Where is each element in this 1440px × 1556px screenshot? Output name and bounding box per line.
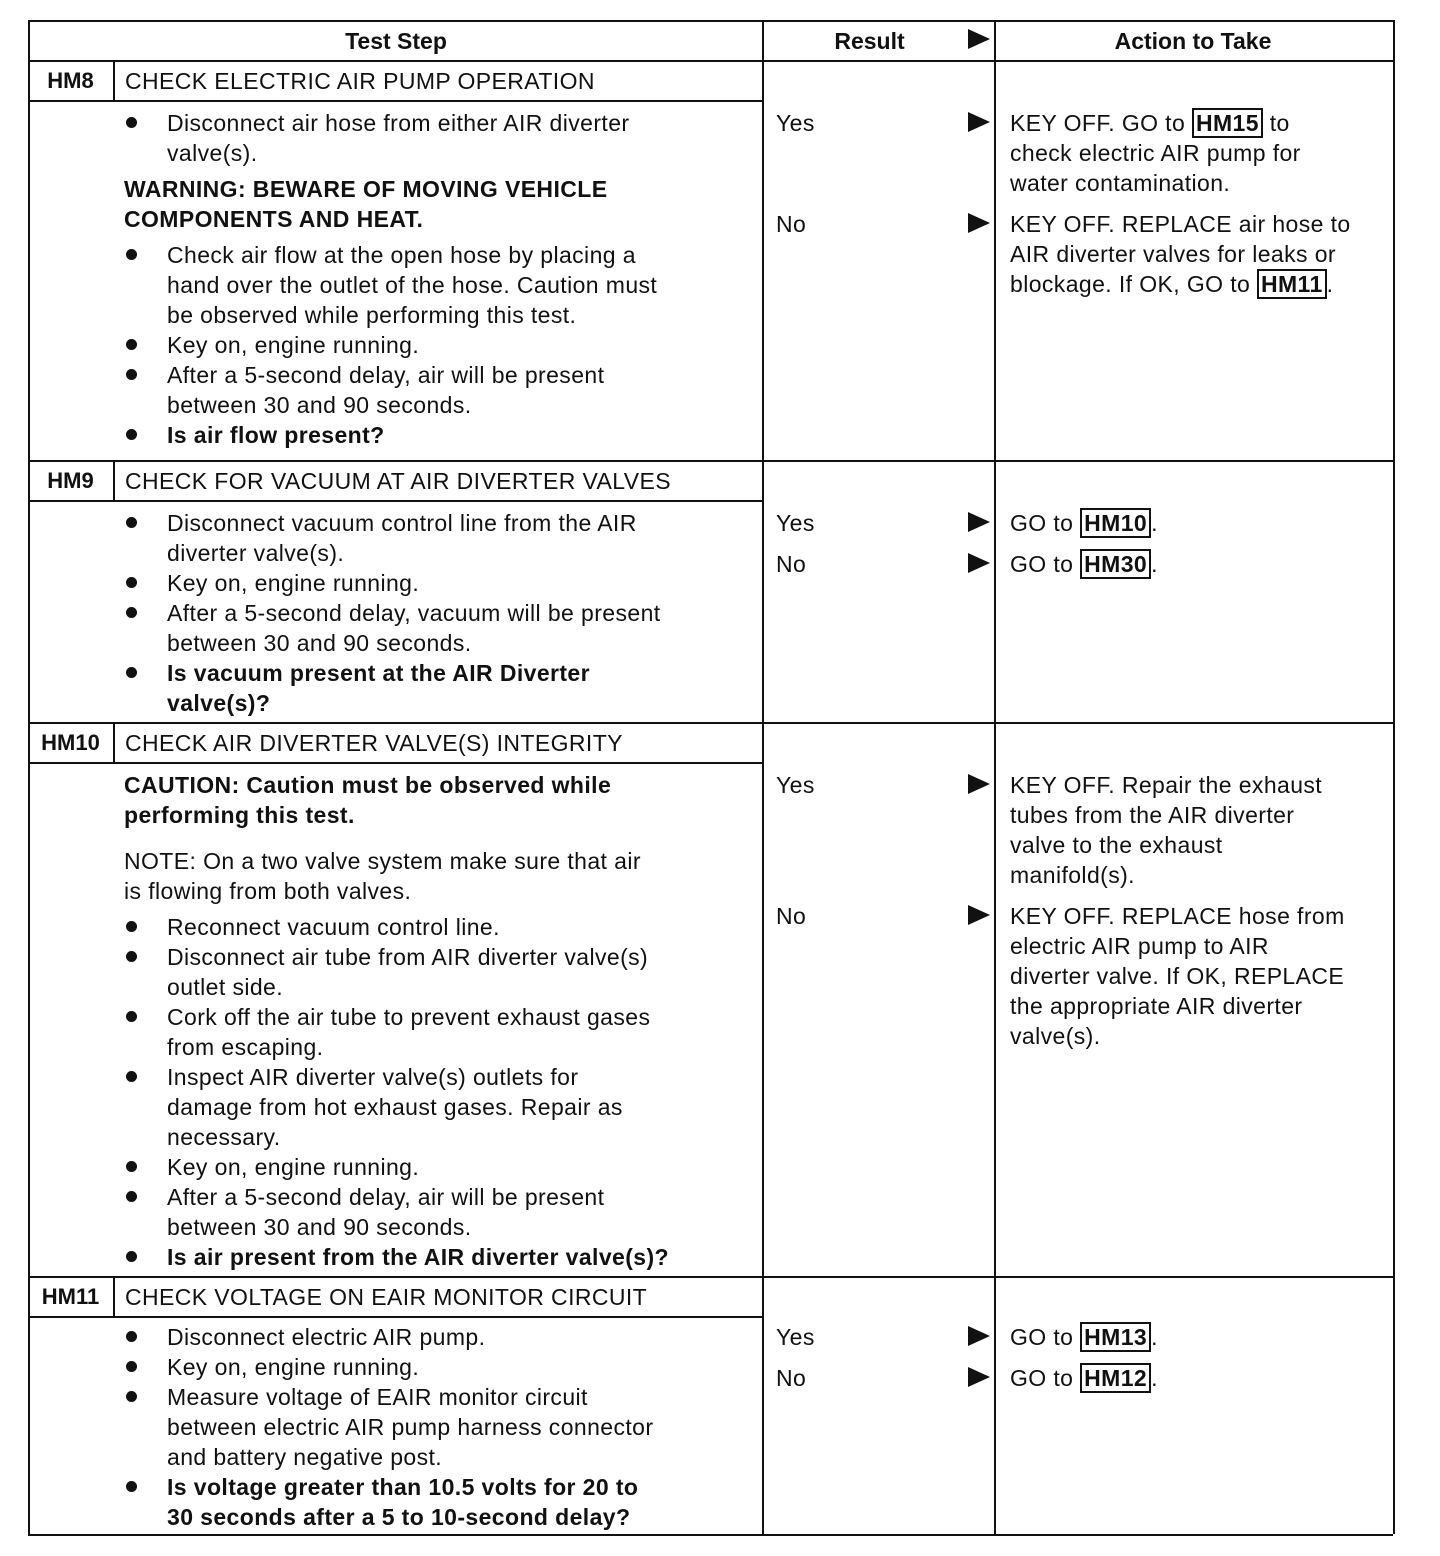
bullet-text: valve(s).	[167, 140, 258, 166]
result-arrow-icon	[968, 905, 990, 925]
bullet-text: Key on, engine running.	[167, 570, 420, 596]
header-result: Result	[834, 28, 905, 54]
bullet-icon	[126, 1071, 137, 1082]
bullet-text: Disconnect vacuum control line from the AIR	[167, 510, 637, 536]
result-no: No	[776, 903, 807, 929]
step-code: HM11	[41, 1284, 100, 1309]
result-column-divider	[762, 20, 764, 1534]
bullet-icon	[126, 1391, 137, 1402]
action-text: AIR diverter valves for leaks or	[1010, 241, 1336, 267]
bullet-text: 30 seconds after a 5 to 10-second delay?	[167, 1504, 631, 1530]
action-text: KEY OFF. REPLACE hose from	[1010, 903, 1345, 929]
bullet-text: between 30 and 90 seconds.	[167, 1214, 472, 1240]
bullet-icon	[126, 1331, 137, 1342]
bullet-text: diverter valve(s).	[167, 540, 345, 566]
step-title: CHECK AIR DIVERTER VALVE(S) INTEGRITY	[125, 730, 623, 756]
table-top-border	[28, 20, 1393, 22]
step-code: HM10	[41, 730, 100, 755]
bullet-text: Inspect AIR diverter valve(s) outlets for	[167, 1064, 579, 1090]
bullet-text: Is air flow present?	[167, 422, 385, 448]
header-test-step: Test Step	[345, 28, 447, 54]
action-text: check electric AIR pump for	[1010, 140, 1301, 166]
bullet-icon	[126, 921, 137, 932]
bullet-icon	[126, 517, 137, 528]
result-yes: Yes	[776, 110, 815, 136]
header-bottom-border	[28, 60, 1393, 62]
note-text: is flowing from both valves.	[124, 878, 412, 904]
header-action: Action to Take	[1114, 28, 1272, 54]
bullet-icon	[126, 667, 137, 678]
step-separator	[28, 1276, 1393, 1278]
step-title: CHECK VOLTAGE ON EAIR MONITOR CIRCUIT	[125, 1284, 648, 1310]
bullet-icon	[126, 1251, 137, 1262]
bullet-text: between 30 and 90 seconds.	[167, 392, 472, 418]
bullet-text: Is air present from the AIR diverter valve(s)?	[167, 1244, 669, 1270]
action-text: manifold(s).	[1010, 862, 1135, 888]
result-arrow-icon	[968, 1326, 990, 1346]
bullet-text: Is voltage greater than 10.5 volts for 20 to	[167, 1474, 639, 1500]
result-arrow-icon	[968, 112, 990, 132]
action-text: valve to the exhaust	[1010, 832, 1223, 858]
result-arrow-icon	[968, 553, 990, 573]
result-arrow-icon	[968, 213, 990, 233]
bullet-text: damage from hot exhaust gases. Repair as	[167, 1094, 623, 1120]
bullet-text: outlet side.	[167, 974, 284, 1000]
action-text: tubes from the AIR diverter	[1010, 802, 1295, 828]
result-yes: Yes	[776, 1324, 815, 1350]
result-no: No	[776, 1365, 807, 1391]
bullet-text: After a 5-second delay, air will be present	[167, 1184, 605, 1210]
result-no: No	[776, 551, 807, 577]
bullet-text: Key on, engine running.	[167, 332, 420, 358]
bullet-text: and battery negative post.	[167, 1444, 443, 1470]
step-code-divider	[113, 460, 115, 500]
header-arrow-icon	[968, 29, 990, 49]
bullet-icon	[126, 1011, 137, 1022]
bullet-text: hand over the outlet of the hose. Caution must	[167, 272, 658, 298]
bullet-icon	[126, 117, 137, 128]
action-text: KEY OFF. GO to HM15 to	[1010, 110, 1290, 136]
warning-text: WARNING: BEWARE OF MOVING VEHICLE	[124, 176, 608, 202]
bullet-icon	[126, 1481, 137, 1492]
step-code: HM8	[47, 68, 94, 93]
step-separator	[28, 722, 1393, 724]
bullet-icon	[126, 951, 137, 962]
bullet-icon	[126, 607, 137, 618]
bullet-icon	[126, 577, 137, 588]
action-text: blockage. If OK, GO to HM11 .	[1010, 271, 1334, 297]
step-code: HM9	[47, 468, 94, 493]
bullet-text: Disconnect electric AIR pump.	[167, 1324, 486, 1350]
action-text: water contamination.	[1010, 170, 1231, 196]
step-title-underline	[28, 762, 762, 764]
action-text: GO to HM10 .	[1010, 510, 1158, 536]
action-text: GO to HM30 .	[1010, 551, 1158, 577]
step-reference-link[interactable]: HM13	[1080, 1322, 1151, 1352]
warning-text: CAUTION: Caution must be observed while	[124, 772, 612, 798]
action-text: KEY OFF. REPLACE air hose to	[1010, 211, 1351, 237]
bullet-text: between electric AIR pump harness connector	[167, 1414, 654, 1440]
action-column-divider	[994, 20, 996, 1534]
bullet-text: Is vacuum present at the AIR Diverter	[167, 660, 590, 686]
action-text: KEY OFF. Repair the exhaust	[1010, 772, 1323, 798]
action-text: diverter valve. If OK, REPLACE	[1010, 963, 1345, 989]
step-code-divider	[113, 722, 115, 762]
bullet-text: After a 5-second delay, air will be present	[167, 362, 605, 388]
bullet-text: valve(s)?	[167, 690, 271, 716]
step-separator	[28, 460, 1393, 462]
step-title-underline	[28, 100, 762, 102]
bullet-icon	[126, 1361, 137, 1372]
table-right-border	[1393, 20, 1395, 1534]
action-text: GO to HM12 .	[1010, 1365, 1158, 1391]
action-text: electric AIR pump to AIR	[1010, 933, 1269, 959]
step-reference-link[interactable]: HM15	[1192, 108, 1263, 138]
bullet-text: Disconnect air hose from either AIR diverter	[167, 110, 630, 136]
bullet-text: Disconnect air tube from AIR diverter valve(s)	[167, 944, 649, 970]
table-bottom-border	[28, 1534, 1393, 1536]
bullet-text: Key on, engine running.	[167, 1154, 420, 1180]
step-reference-link[interactable]: HM10	[1080, 508, 1151, 538]
note-text: NOTE: On a two valve system make sure that air	[124, 848, 641, 874]
result-arrow-icon	[968, 1367, 990, 1387]
bullet-icon	[126, 1161, 137, 1172]
bullet-text: Measure voltage of EAIR monitor circuit	[167, 1384, 588, 1410]
bullet-icon	[126, 339, 137, 350]
bullet-icon	[126, 429, 137, 440]
step-title: CHECK FOR VACUUM AT AIR DIVERTER VALVES	[125, 468, 671, 494]
warning-text: COMPONENTS AND HEAT.	[124, 206, 424, 232]
step-reference-link[interactable]: HM30	[1080, 549, 1151, 579]
bullet-text: After a 5-second delay, vacuum will be present	[167, 600, 661, 626]
bullet-text: Reconnect vacuum control line.	[167, 914, 500, 940]
step-title: CHECK ELECTRIC AIR PUMP OPERATION	[125, 68, 595, 94]
result-arrow-icon	[968, 774, 990, 794]
result-no: No	[776, 211, 807, 237]
bullet-text: be observed while performing this test.	[167, 302, 577, 328]
bullet-text: Key on, engine running.	[167, 1354, 420, 1380]
step-code-divider	[113, 1276, 115, 1316]
step-title-underline	[28, 1316, 762, 1318]
bullet-text: from escaping.	[167, 1034, 324, 1060]
action-text: valve(s).	[1010, 1023, 1101, 1049]
result-yes: Yes	[776, 510, 815, 536]
bullet-text: Check air flow at the open hose by placing a	[167, 242, 636, 268]
warning-text: performing this test.	[124, 802, 355, 828]
result-yes: Yes	[776, 772, 815, 798]
bullet-icon	[126, 249, 137, 260]
step-code-divider	[113, 60, 115, 100]
step-reference-link[interactable]: HM12	[1080, 1363, 1151, 1393]
bullet-icon	[126, 1191, 137, 1202]
action-text: GO to HM13 .	[1010, 1324, 1158, 1350]
bullet-text: necessary.	[167, 1124, 281, 1150]
action-text: the appropriate AIR diverter	[1010, 993, 1303, 1019]
bullet-text: Cork off the air tube to prevent exhaust gases	[167, 1004, 651, 1030]
bullet-text: between 30 and 90 seconds.	[167, 630, 472, 656]
bullet-icon	[126, 369, 137, 380]
result-arrow-icon	[968, 512, 990, 532]
step-reference-link[interactable]: HM11	[1257, 269, 1327, 299]
step-title-underline	[28, 500, 762, 502]
